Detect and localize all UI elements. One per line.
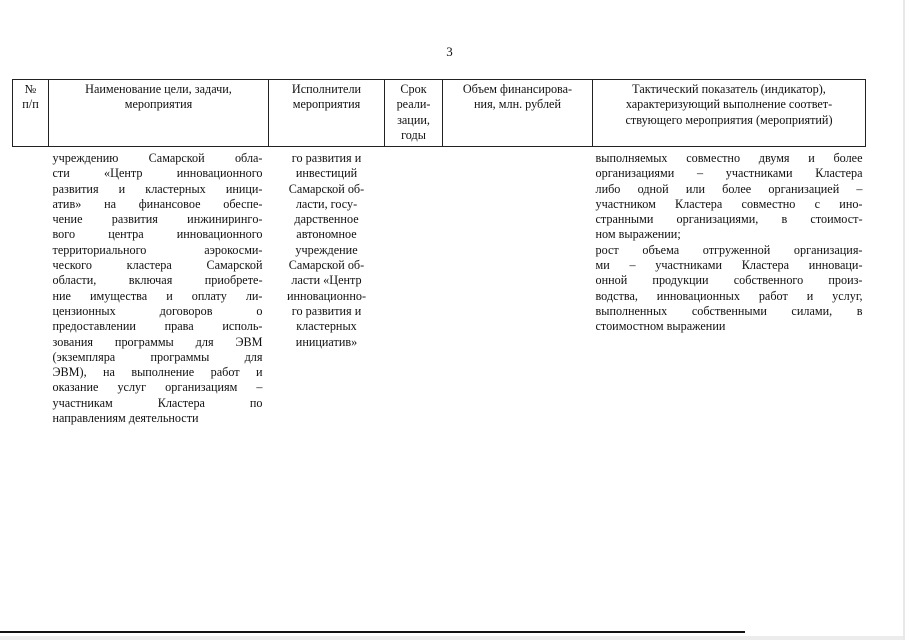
text-line: сти «Центр инновационного [52,166,263,181]
header-line: реали- [396,97,431,112]
text-line: го развития и [291,303,362,318]
text-line: Самарской об- [288,181,365,196]
text-line: направлениям деятельности [52,411,199,426]
text-line: участником Кластера совместно с ино- [595,196,863,211]
header-line: Тактический показатель (индикатор), [632,82,826,96]
header-line: Объем финансирова- [462,82,573,96]
header-line: годы [401,127,426,142]
text-line: ласти «Центр [291,273,362,288]
page-number: 3 [446,44,453,59]
text-line: (экземпляра программы для [52,349,263,364]
cell-term [385,147,443,427]
cell-financing [443,147,593,427]
text-line: оказание услуг организациям – [52,380,263,395]
text-line: атив» на финансовое обеспе- [52,196,263,211]
table-row [13,147,866,427]
text-line: инвестиций [295,166,358,181]
program-table [12,79,866,426]
text-line: выполненных собственными силами, в [595,303,863,318]
text-line: чение развития инжинирингo- [52,212,263,227]
header-number [13,80,49,147]
text-line: инновационно- [287,288,366,303]
text-line: учреждение [295,242,358,257]
text-line: Самарской об- [288,258,365,273]
text-line: водства, инновационных работ и услуг, [595,288,863,303]
text-line: вого центра инновационного [52,227,263,242]
text-line: ние имущества и оплату ли- [52,288,263,303]
text-line: ми – участниками Кластера инноваци- [595,258,863,273]
header-line: зации, [397,112,430,127]
text-line: странными организациями, в стоимост- [595,212,863,227]
text-line: области, включая приобрете- [52,273,263,288]
scan-bottom-edge [0,636,905,640]
text-line: выполняемых совместно двумя и более [595,151,863,165]
text-line: цензионных договоров о [52,303,263,318]
text-line: дарственное [294,212,359,227]
header-name [49,80,269,147]
header-line: мероприятия [124,97,193,112]
table-header [13,80,866,147]
text-line: ЭВМ), на выполнение работ и [52,365,263,380]
header-indicator [593,80,866,147]
header-line: ствующего мероприятия (мероприятий) [625,112,833,127]
header-line: № [24,82,37,96]
header-line: характеризующий выполнение соответ- [625,97,833,112]
header-line: Исполнители [291,82,362,96]
header-line: ния, млн. рублей [474,97,561,112]
text-line: автономное [296,227,357,242]
cell-number [13,147,49,427]
text-line: рост объема отгруженной организация- [595,242,863,257]
bottom-rule [0,631,745,633]
text-line: участникам Кластера по [52,395,263,410]
header-term [385,80,443,147]
text-line: развития и кластерных иници- [52,181,263,196]
cell-indicator [593,147,866,427]
header-line: Срок [400,82,427,96]
header-financing [443,80,593,147]
header-line: Наименование цели, задачи, [85,82,232,96]
header-line: п/п [22,97,39,112]
text-line: ческого кластера Самарской [52,258,263,273]
text-line: учреждению Самарской обла- [52,151,263,165]
cell-executors [269,147,385,427]
header-line: мероприятия [292,97,361,112]
text-line: предоставлении права исполь- [52,319,263,334]
text-line: либо одной или более организацией – [595,181,863,196]
text-line: ласти, госу- [295,196,358,211]
header-executors [269,80,385,147]
text-line: территориального аэрокосми- [52,242,263,257]
text-line: онной продукции собственного произ- [595,273,863,288]
text-line: ном выражении; [595,227,681,242]
text-line: организациями – участниками Кластера [595,166,863,181]
cell-name [49,147,269,427]
text-line: го развития и [291,151,362,165]
text-line: зования программы для ЭВМ [52,334,263,349]
text-line: инициатив» [295,334,358,349]
text-line: кластерных [296,319,357,334]
text-line: стоимостном выражении [595,319,726,334]
